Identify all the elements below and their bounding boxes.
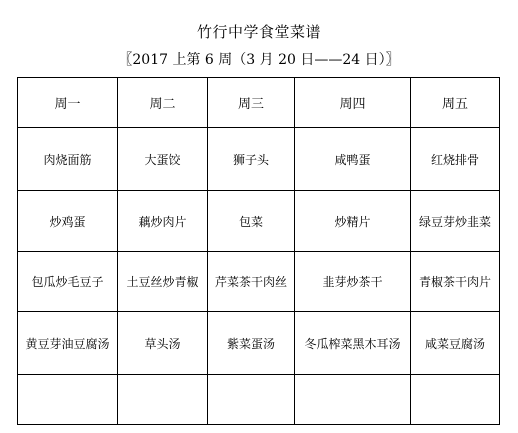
table-cell: 咸鸭蛋: [295, 128, 411, 191]
table-cell: 咸菜豆腐汤: [411, 312, 500, 375]
table-cell: [18, 375, 118, 425]
header-wednesday: 周三: [208, 78, 295, 128]
table-cell: 藕炒肉片: [118, 191, 208, 252]
table-row-empty: [18, 375, 500, 425]
table-cell: 包菜: [208, 191, 295, 252]
header-tuesday: 周二: [118, 78, 208, 128]
table-cell: 芹菜茶干肉丝: [208, 252, 295, 312]
table-cell: 红烧排骨: [411, 128, 500, 191]
weekly-menu-table: [17, 77, 500, 425]
table-cell: [295, 375, 411, 425]
header-monday: 周一: [18, 78, 118, 128]
table-cell: 狮子头: [208, 128, 295, 191]
table-header-row: [18, 78, 500, 128]
table-cell: 土豆丝炒青椒: [118, 252, 208, 312]
table-row: [18, 191, 500, 252]
table-cell: 包瓜炒毛豆子: [18, 252, 118, 312]
table-cell: 炒鸡蛋: [18, 191, 118, 252]
table-cell: 大蛋饺: [118, 128, 208, 191]
table-cell: 黄豆芽油豆腐汤: [18, 312, 118, 375]
table-cell: [208, 375, 295, 425]
table-cell: 肉烧面筋: [18, 128, 118, 191]
table-cell: [411, 375, 500, 425]
table-row: [18, 252, 500, 312]
table-cell: 紫菜蛋汤: [208, 312, 295, 375]
table-cell: 冬瓜榨菜黑木耳汤: [295, 312, 411, 375]
table-cell: 青椒茶干肉片: [411, 252, 500, 312]
table-cell: 韭芽炒茶干: [295, 252, 411, 312]
table-cell: 草头汤: [118, 312, 208, 375]
header-thursday: 周四: [295, 78, 411, 128]
table-cell: [118, 375, 208, 425]
menu-week-subtitle: 〖2017 上第 6 周（3 月 20 日——24 日）〗: [118, 52, 400, 68]
table-cell: 炒精片: [295, 191, 411, 252]
table-row: [18, 312, 500, 375]
table-cell: 绿豆芽炒韭菜: [411, 191, 500, 252]
menu-title: 竹行中学食堂菜谱: [196, 23, 321, 41]
table-row: [18, 128, 500, 191]
header-friday: 周五: [411, 78, 500, 128]
